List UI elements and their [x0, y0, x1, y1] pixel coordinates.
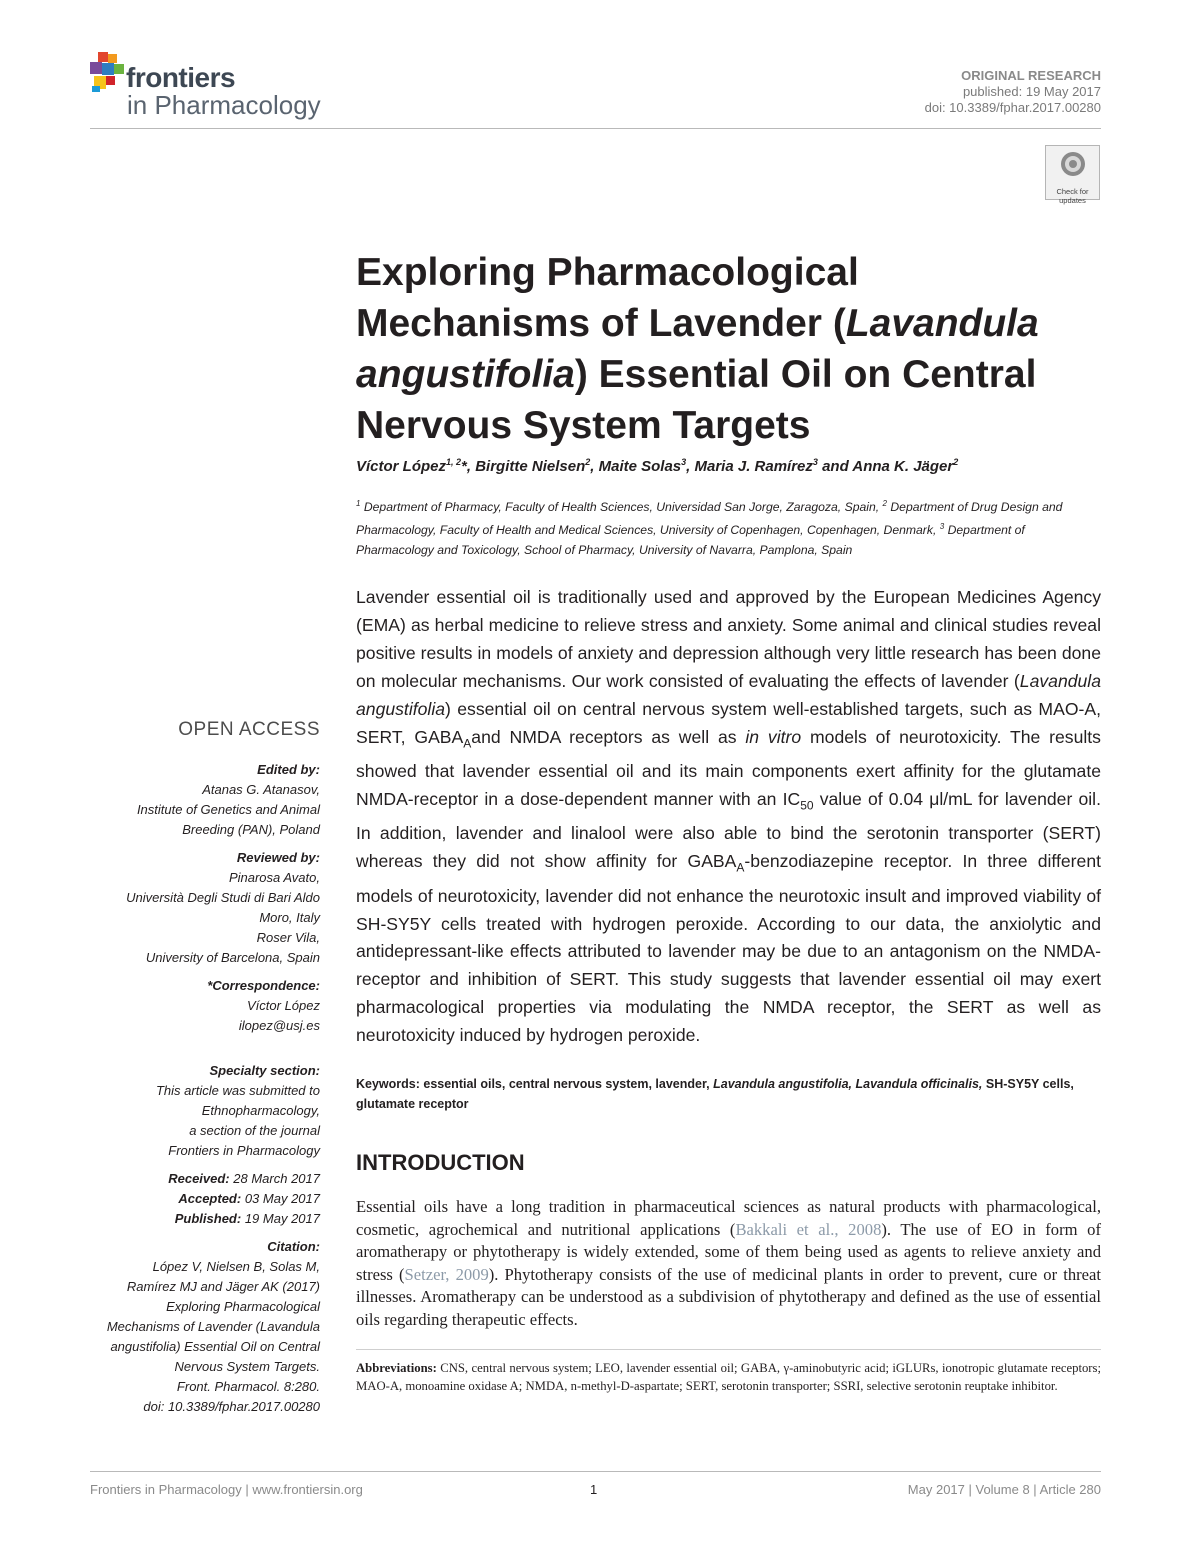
correspondence-email[interactable]: ilopez@usj.es — [238, 1018, 320, 1033]
published-label: Published: — [174, 1211, 242, 1226]
specialty-line: a section of the journal — [189, 1123, 320, 1138]
reviewer-line: University of Barcelona, Spain — [145, 950, 320, 965]
article-type: ORIGINAL RESEARCH — [961, 68, 1101, 83]
specialty-line: Frontiers in Pharmacology — [168, 1143, 320, 1158]
footer-journal[interactable]: Frontiers in Pharmacology | www.frontiersin.org — [90, 1482, 363, 1497]
citation-line: Mechanisms of Lavender (Lavandula — [106, 1319, 320, 1334]
abstract-text: -benzodiazepine receptor. In three different models of neurotoxicity, lavender did not enhance the neurotoxic insult and improved viability of SH-SY5Y cells treated with hydrogen peroxide. According to our data, the anxiolytic and antidepressant-like effects attributed to lavender may be due to an antagonism on the NMDA-receptor and inhibition of SERT. This study suggests that lavender essential oil may exert pharmacological properties via modulating the NMDA receptor, the SERT as well as neurotoxicity induced by hydrogen peroxide. — [356, 851, 1101, 1046]
abbreviations-footnote — [356, 1359, 1101, 1395]
author[interactable]: Birgitte Nielsen — [475, 458, 586, 475]
author[interactable]: Maite Solas — [598, 458, 682, 475]
author-affil-sup: 1, 2 — [446, 457, 462, 467]
article-title — [356, 247, 1101, 451]
author-list — [356, 457, 1101, 475]
keywords — [356, 1074, 1101, 1114]
citation-link[interactable]: Setzer, 2009 — [404, 1264, 489, 1284]
citation-line: Ramírez MJ and Jäger AK (2017) — [126, 1279, 320, 1294]
affiliation: Department of Pharmacy, Faculty of Health Sciences, Universidad San Jorge, Zaragoza, Spain, — [363, 500, 880, 515]
footnote-divider — [356, 1349, 1101, 1350]
logo-wordmark-journal: in Pharmacology — [127, 90, 321, 120]
correspondence-block — [90, 976, 320, 1036]
body-text: ). Phytotherapy consists of the use of medicinal plants in order to prevent, cure or threat illnesses. Aromatherapy can be understood as a subdivision of phytotherapy and defined as the use of essential oils regarding therapeutic effects. — [356, 1264, 1102, 1329]
abstract — [356, 584, 1101, 1050]
abstract-subscript: A — [463, 736, 472, 751]
reviewer-line: Università Degli Studi di Bari Aldo — [126, 890, 320, 905]
page-number: 1 — [590, 1482, 598, 1497]
keywords-italic: Lavandula angustifolia, Lavandula officinalis, — [713, 1077, 983, 1091]
received-label: Received: — [168, 1171, 230, 1186]
keywords-text: SH-SY5Y cells, glutamate receptor — [356, 1077, 1074, 1111]
reviewer-line: Pinarosa Avato, — [228, 870, 320, 885]
affil-sup: 2 — [882, 499, 887, 508]
abstract-italic: Lavandula angustifolia — [356, 670, 1101, 719]
corresponding-mark: * — [461, 458, 467, 475]
title-part-1: Exploring Pharmacological Mechanisms of Lavender ( — [356, 251, 859, 345]
editor-line: Institute of Genetics and Animal — [136, 802, 320, 817]
section-heading-introduction: INTRODUCTION — [356, 1150, 525, 1175]
author-separator: and — [817, 458, 853, 475]
affil-sup: 3 — [939, 522, 945, 532]
author-affil-sup: 3 — [812, 457, 818, 467]
body-text: ). The use of EO in form of aromatherapy or phytotherapy is widely extended, some of them being used as agents to relieve anxiety and stress ( — [356, 1219, 1101, 1284]
abstract-subscript: A — [736, 860, 745, 875]
specialty-line: Ethnopharmacology, — [201, 1103, 320, 1118]
affiliation: Department of Drug Design and Pharmacology, Faculty of Health and Medical Sciences, University of Copenhagen, Copenhagen, Denmark, — [356, 500, 1063, 538]
reviewed-by-block — [90, 848, 320, 968]
affiliation: Department of Pharmacology and Toxicology, School of Pharmacy, University of Navarra, Pamplona, Spain — [356, 523, 1025, 558]
author-affil-sup: 2 — [953, 457, 959, 467]
frontiers-logo-icon — [90, 52, 126, 94]
author-separator: , — [466, 458, 476, 475]
citation-line: López V, Nielsen B, Solas M, — [152, 1259, 320, 1274]
header-divider — [90, 128, 1101, 129]
footer-divider — [90, 1471, 1101, 1472]
abbreviations-label: Abbreviations: — [356, 1361, 437, 1375]
doi[interactable]: doi: 10.3389/fphar.2017.00280 — [924, 100, 1101, 115]
reviewer-line: Moro, Italy — [259, 910, 320, 925]
abstract-text: value of 0.04 μl/mL for lavender oil. In addition, lavender and linalool were also able to bind the serotonin transporter (SERT) whereas they did not show affinity for GABA — [356, 788, 1101, 872]
abbreviations-text: CNS, central nervous system; LEO, lavender essential oil; GABA, γ-aminobutyric acid; iGLURs, ionotropic glutamate receptors; MAO-A, monoamine oxidase A; NMDA, n-methyl-D-aspartate; SERT, serotonin transporter; SSRI, selective serotonin reuptake inhibitor. — [356, 1361, 1101, 1394]
citation-block — [90, 1237, 320, 1417]
footer-volume: May 2017 | Volume 8 | Article 280 — [907, 1482, 1101, 1497]
article-meta — [925, 68, 1101, 116]
citation-line: Exploring Pharmacological — [166, 1299, 320, 1314]
abstract-italic: in vitro — [745, 726, 802, 747]
author-affil-sup: 3 — [681, 457, 687, 467]
author[interactable]: Víctor López — [356, 458, 447, 475]
keywords-label: Keywords: — [356, 1077, 420, 1091]
affil-sup: 1 — [356, 499, 361, 508]
title-part-2: ) Essential Oil on Central Nervous System Targets — [356, 353, 1037, 447]
title-species: Lavandula angustifolia — [356, 302, 1039, 396]
abstract-text: models of neurotoxicity. The results showed that lavender essential oil and its main components exert affinity for the glutamate NMDA-receptor in a dose-dependent manner with an IC — [356, 726, 1101, 809]
dates-block — [90, 1169, 320, 1229]
author-affil-sup: 2 — [585, 457, 591, 467]
editor-line: Breeding (PAN), Poland — [182, 822, 320, 837]
specialty-label: Specialty section: — [209, 1063, 320, 1078]
abstract-subscript: 50 — [800, 798, 814, 813]
crossmark-icon — [1058, 151, 1088, 179]
edited-by-block — [90, 760, 320, 840]
reviewer-line: Roser Vila, — [256, 930, 320, 945]
author[interactable]: Maria J. Ramírez — [694, 458, 813, 475]
abstract-text: ) essential oil on central nervous system well-established targets, such as MAO-A, SERT, GABA — [356, 698, 1101, 747]
logo-wordmark-frontiers: frontiers — [126, 62, 236, 93]
author-separator: , — [590, 458, 599, 475]
abstract-text: and NMDA receptors as well as — [471, 726, 746, 747]
check-for-updates-label: Check for updates — [1056, 187, 1089, 205]
published-date-sidebar: 19 May 2017 — [244, 1211, 320, 1226]
open-access-label: OPEN ACCESS — [178, 719, 320, 740]
abstract-text: Lavender essential oil is traditionally used and approved by the European Medicines Agency (EMA) as herbal medicine to relieve stress and anxiety. Some animal and clinical studies reveal positive results in models of anxiety and depression although very little research has been done on molecular mechanisms. Our work consisted of evaluating the effects of lavender ( — [356, 587, 1101, 691]
introduction-paragraph — [356, 1196, 1101, 1332]
citation-label: Citation: — [267, 1239, 320, 1254]
reviewed-by-label: Reviewed by: — [236, 850, 320, 865]
accepted-label: Accepted: — [178, 1191, 242, 1206]
published-date: published: 19 May 2017 — [962, 84, 1101, 99]
citation-link[interactable]: Bakkali et al., 2008 — [735, 1219, 882, 1239]
editor-line: Atanas G. Atanasov, — [202, 782, 320, 797]
citation-doi[interactable]: doi: 10.3389/fphar.2017.00280 — [143, 1399, 320, 1414]
citation-line: Nervous System Targets. — [174, 1359, 320, 1374]
keywords-text: essential oils, central nervous system, lavender, — [419, 1077, 714, 1091]
correspondence-name: Víctor López — [247, 998, 320, 1013]
edited-by-label: Edited by: — [257, 762, 320, 777]
body-text: Essential oils have a long tradition in pharmaceutical sciences as natural products with pharmacological, cosmetic, agrochemical and nutritional applications ( — [356, 1197, 1101, 1239]
received-date: 28 March 2017 — [233, 1171, 320, 1186]
specialty-line: This article was submitted to — [155, 1083, 320, 1098]
accepted-date: 03 May 2017 — [244, 1191, 320, 1206]
citation-line: Front. Pharmacol. 8:280. — [176, 1379, 320, 1394]
correspondence-label: *Correspondence: — [207, 978, 320, 993]
author[interactable]: Anna K. Jäger — [852, 458, 954, 475]
author-separator: , — [686, 458, 695, 475]
check-for-updates-badge[interactable] — [1045, 145, 1100, 205]
affiliations — [356, 494, 1101, 560]
citation-line: angustifolia) Essential Oil on Central — [110, 1339, 320, 1354]
specialty-section-block — [90, 1061, 320, 1161]
